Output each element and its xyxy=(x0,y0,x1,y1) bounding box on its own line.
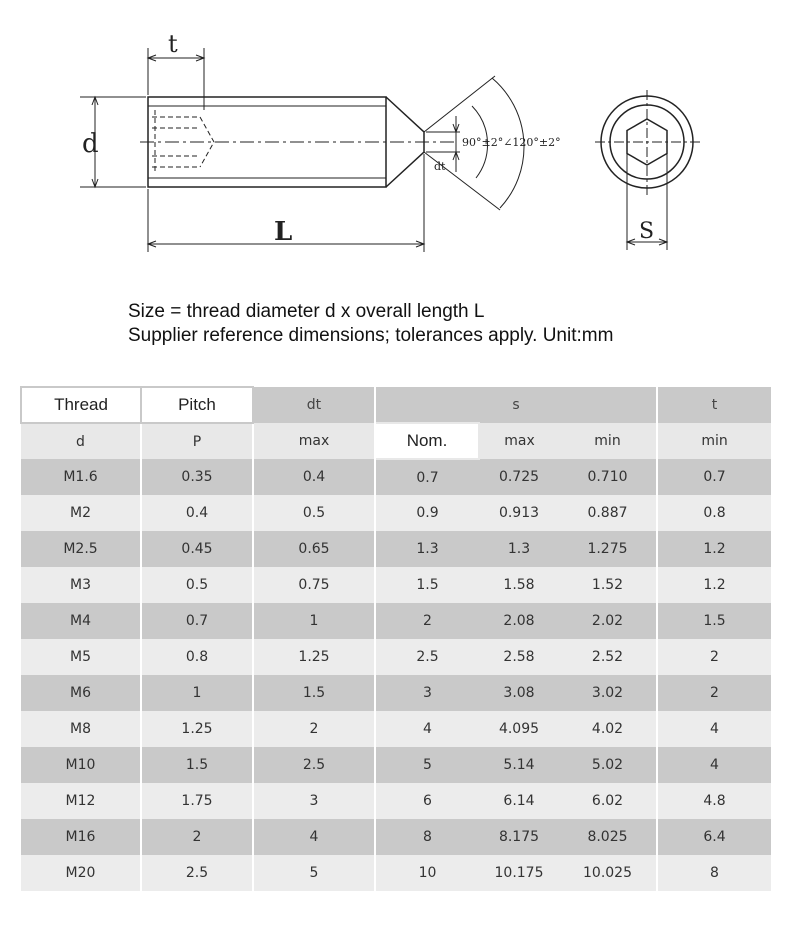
set-screw-technical-drawing xyxy=(0,0,790,280)
cell-s-min: 4.02 xyxy=(559,711,657,747)
table-row xyxy=(21,855,771,891)
header-d: d xyxy=(21,423,141,459)
cell-thread: M12 xyxy=(21,783,141,819)
dimension-table xyxy=(20,386,771,891)
cell-thread: M4 xyxy=(21,603,141,639)
table-row xyxy=(21,783,771,819)
cell-s-nom: 8 xyxy=(375,819,479,855)
cell-s-max: 0.725 xyxy=(479,459,559,495)
table-row xyxy=(21,459,771,495)
dim-s-label: S xyxy=(639,219,655,244)
header-row-2 xyxy=(21,423,771,459)
table-row xyxy=(21,531,771,567)
cell-thread: M16 xyxy=(21,819,141,855)
dim-d-label: d xyxy=(82,129,99,159)
cell-pitch: 2.5 xyxy=(141,855,253,891)
cell-thread: M6 xyxy=(21,675,141,711)
cell-dt-max: 1 xyxy=(253,603,375,639)
cell-s-nom: 10 xyxy=(375,855,479,891)
cell-pitch: 0.8 xyxy=(141,639,253,675)
cell-t-min: 0.8 xyxy=(657,495,771,531)
cell-pitch: 0.45 xyxy=(141,531,253,567)
cell-s-min: 1.275 xyxy=(559,531,657,567)
cell-s-nom: 2 xyxy=(375,603,479,639)
cell-dt-max: 5 xyxy=(253,855,375,891)
cell-pitch: 0.7 xyxy=(141,603,253,639)
header-t-min: min xyxy=(657,423,771,459)
cell-pitch: 0.35 xyxy=(141,459,253,495)
cell-t-min: 4 xyxy=(657,711,771,747)
cell-t-min: 4.8 xyxy=(657,783,771,819)
table-row xyxy=(21,495,771,531)
cell-thread: M5 xyxy=(21,639,141,675)
cell-dt-max: 0.65 xyxy=(253,531,375,567)
cell-thread: M1.6 xyxy=(21,459,141,495)
table-row xyxy=(21,711,771,747)
cell-thread: M10 xyxy=(21,747,141,783)
cell-s-nom: 4 xyxy=(375,711,479,747)
dimensions-note: Supplier reference dimensions; tolerances apply. Unit:mm xyxy=(128,325,614,346)
dim-t-label: t xyxy=(168,30,178,58)
cell-pitch: 1.5 xyxy=(141,747,253,783)
table-row xyxy=(21,747,771,783)
dim-dt-label: dt xyxy=(434,160,446,173)
header-s: s xyxy=(375,387,657,423)
table-row xyxy=(21,639,771,675)
cell-pitch: 1 xyxy=(141,675,253,711)
angle-label: 90°±2°∠120°±2° xyxy=(462,136,561,149)
cell-s-nom: 0.9 xyxy=(375,495,479,531)
cell-dt-max: 4 xyxy=(253,819,375,855)
cell-s-nom: 3 xyxy=(375,675,479,711)
cell-s-max: 2.58 xyxy=(479,639,559,675)
cell-pitch: 1.25 xyxy=(141,711,253,747)
cell-s-min: 1.52 xyxy=(559,567,657,603)
cell-s-max: 10.175 xyxy=(479,855,559,891)
cell-s-max: 4.095 xyxy=(479,711,559,747)
cell-t-min: 6.4 xyxy=(657,819,771,855)
header-dt: dt xyxy=(253,387,375,423)
cell-t-min: 8 xyxy=(657,855,771,891)
cell-thread: M8 xyxy=(21,711,141,747)
cell-t-min: 4 xyxy=(657,747,771,783)
cell-t-min: 0.7 xyxy=(657,459,771,495)
cell-s-nom: 2.5 xyxy=(375,639,479,675)
header-row-1 xyxy=(21,387,771,423)
cell-thread: M2 xyxy=(21,495,141,531)
cell-s-min: 3.02 xyxy=(559,675,657,711)
table-row xyxy=(21,603,771,639)
cell-pitch: 0.5 xyxy=(141,567,253,603)
header-s-nom: Nom. xyxy=(375,423,479,459)
header-t: t xyxy=(657,387,771,423)
cell-dt-max: 0.5 xyxy=(253,495,375,531)
cell-s-max: 1.58 xyxy=(479,567,559,603)
cell-s-min: 6.02 xyxy=(559,783,657,819)
table-row xyxy=(21,819,771,855)
cell-s-nom: 6 xyxy=(375,783,479,819)
cell-dt-max: 3 xyxy=(253,783,375,819)
cell-s-min: 8.025 xyxy=(559,819,657,855)
cell-s-nom: 1.5 xyxy=(375,567,479,603)
cell-t-min: 2 xyxy=(657,639,771,675)
cell-pitch: 1.75 xyxy=(141,783,253,819)
cell-s-max: 3.08 xyxy=(479,675,559,711)
cell-s-max: 2.08 xyxy=(479,603,559,639)
header-thread: Thread xyxy=(21,387,141,423)
cell-t-min: 2 xyxy=(657,675,771,711)
cell-dt-max: 1.5 xyxy=(253,675,375,711)
cell-s-min: 2.02 xyxy=(559,603,657,639)
cell-s-min: 0.887 xyxy=(559,495,657,531)
table-row xyxy=(21,675,771,711)
header-p: P xyxy=(141,423,253,459)
cell-dt-max: 1.25 xyxy=(253,639,375,675)
cell-thread: M20 xyxy=(21,855,141,891)
cell-thread: M3 xyxy=(21,567,141,603)
cell-dt-max: 2.5 xyxy=(253,747,375,783)
cell-s-max: 1.3 xyxy=(479,531,559,567)
cell-s-nom: 0.7 xyxy=(375,459,479,495)
header-s-max: max xyxy=(479,423,559,459)
cell-pitch: 0.4 xyxy=(141,495,253,531)
size-note: Size = thread diameter d x overall length L xyxy=(128,301,485,322)
cell-t-min: 1.2 xyxy=(657,531,771,567)
cell-s-nom: 1.3 xyxy=(375,531,479,567)
cell-pitch: 2 xyxy=(141,819,253,855)
cell-s-max: 5.14 xyxy=(479,747,559,783)
cell-dt-max: 2 xyxy=(253,711,375,747)
cell-dt-max: 0.4 xyxy=(253,459,375,495)
header-dt-max: max xyxy=(253,423,375,459)
cell-s-min: 5.02 xyxy=(559,747,657,783)
cell-s-max: 0.913 xyxy=(479,495,559,531)
cell-s-min: 0.710 xyxy=(559,459,657,495)
header-pitch: Pitch xyxy=(141,387,253,423)
dim-L-label: L xyxy=(274,217,293,247)
cell-t-min: 1.5 xyxy=(657,603,771,639)
cell-s-max: 6.14 xyxy=(479,783,559,819)
cell-thread: M2.5 xyxy=(21,531,141,567)
cell-t-min: 1.2 xyxy=(657,567,771,603)
cell-dt-max: 0.75 xyxy=(253,567,375,603)
cell-s-max: 8.175 xyxy=(479,819,559,855)
header-s-min: min xyxy=(559,423,657,459)
table-row xyxy=(21,567,771,603)
cell-s-nom: 5 xyxy=(375,747,479,783)
cell-s-min: 2.52 xyxy=(559,639,657,675)
cell-s-min: 10.025 xyxy=(559,855,657,891)
